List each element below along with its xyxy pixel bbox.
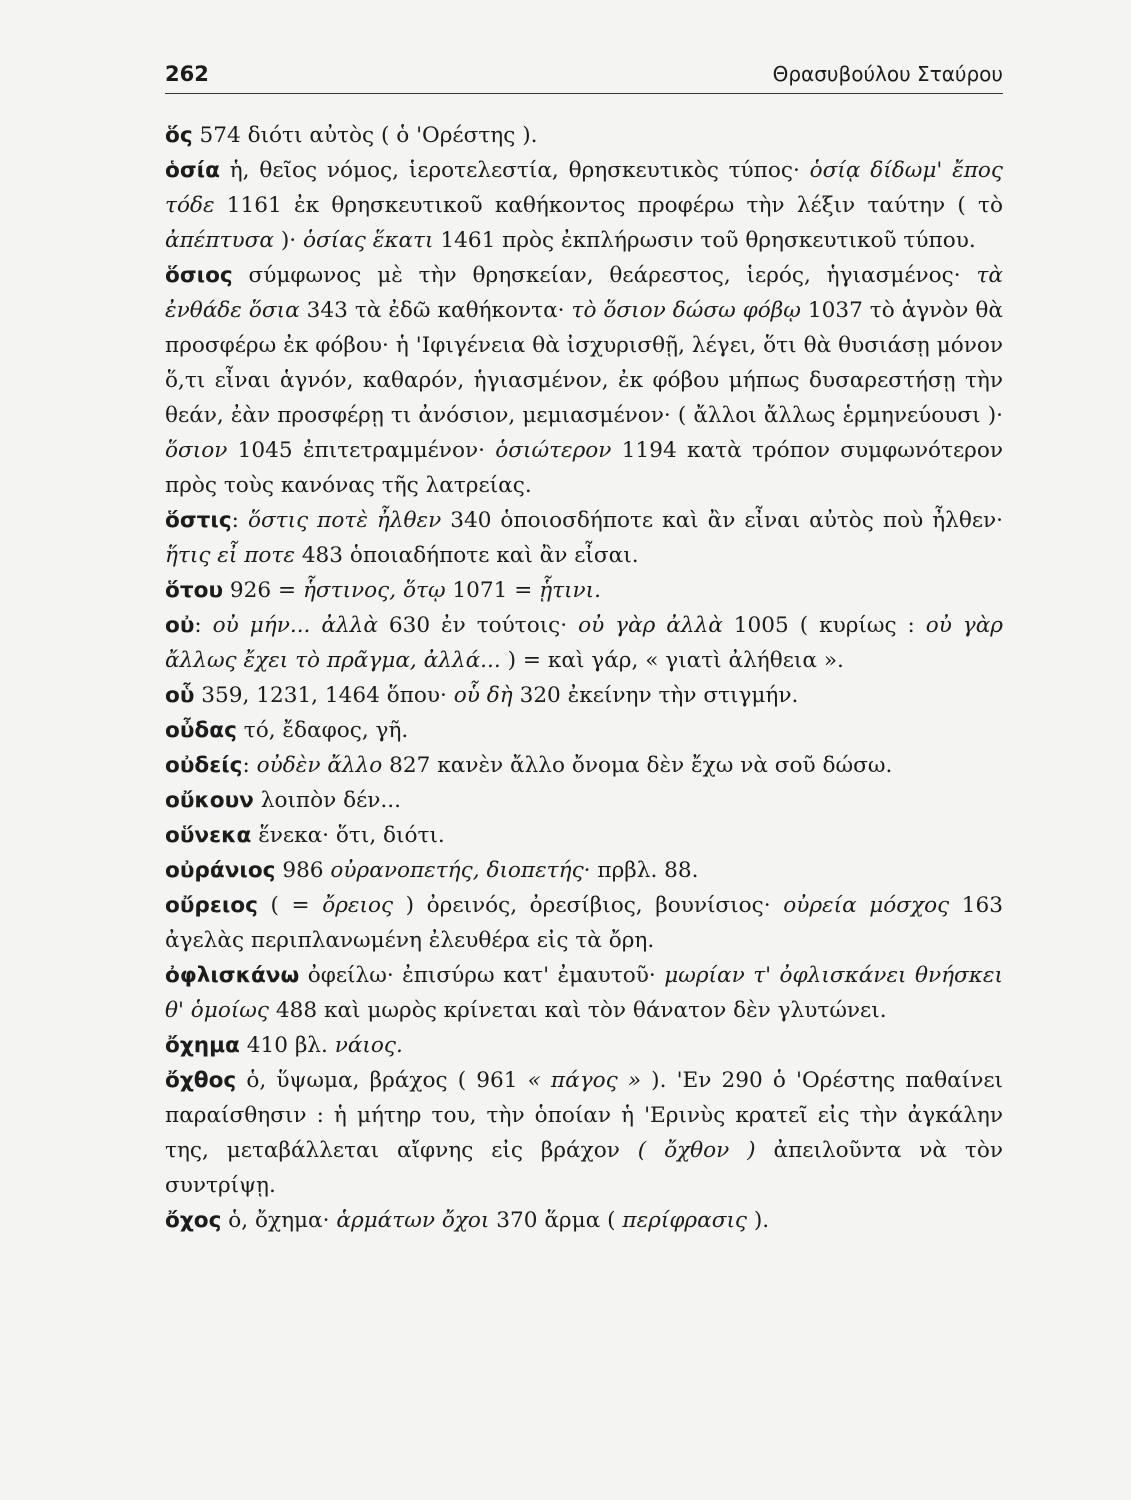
entry-quotation: ὅστις ποτὲ ἦλθεν <box>247 508 442 533</box>
entry-quotation: ἧστινος, ὅτῳ <box>302 578 446 603</box>
entry-text: ). 'Εν 290 ὁ 'Ορέστης παθαίνει παραίσθησιν : ἡ μήτηρ του, τὴν ὁποίαν ἡ 'Ερινὺς κρατεῖ εἰς τὴν ἀγκάλην της, μεταβάλλεται αἴφνης εἰς βράχον <box>165 1068 1003 1163</box>
entry-text: 410 βλ. <box>239 1033 335 1058</box>
glossary-entry <box>165 853 1003 888</box>
entry-quotation: ὁσίᾳ δίδωμ' ἔπος τόδε <box>165 158 1003 218</box>
glossary-entry <box>165 258 1003 503</box>
entry-quotation: ἁρμάτων ὄχοι <box>336 1208 490 1233</box>
entry-quotation: νάιος. <box>334 1033 403 1058</box>
entry-text: τό, ἔδαφος, γῆ. <box>236 718 409 743</box>
entry-text: 163 ἀγελὰς περιπλανωμένη ἐλευθέρα εἰς τὰ ὄρη. <box>165 893 1003 953</box>
entry-headword: ὀφλισκάνω <box>165 963 300 988</box>
entry-text: : <box>194 613 213 638</box>
entry-quotation: ( ὄχθον ) <box>637 1138 756 1163</box>
page-number: 262 <box>165 62 209 86</box>
entry-quotation: τὰ ἐνθάδε ὅσια <box>165 263 1003 323</box>
entry-text: 370 ἅρμα ( <box>489 1208 623 1233</box>
entry-quotation: μωρίαν τ' ὀφλισκάνει θνήσκει θ' ὁμοίως <box>165 963 1003 1023</box>
entry-headword: οὐράνιος <box>165 858 276 883</box>
entry-headword: ὅς <box>165 123 193 148</box>
entry-quotation: « πάγος » <box>527 1068 642 1093</box>
entry-text: 630 ἐν τούτοις· <box>377 613 579 638</box>
glossary-entry <box>165 608 1003 678</box>
entry-text: ὀφείλω· ἐπισύρω κατ' ἐμαυτοῦ· <box>299 963 665 988</box>
entry-headword: ὄχθος <box>165 1068 237 1093</box>
entry-text: λοιπὸν δέν... <box>253 788 401 813</box>
entry-text: 359, 1231, 1464 ὅπου· <box>194 683 454 708</box>
entry-text: πρβλ. 88. <box>590 858 699 883</box>
entry-text: 1071 = <box>445 578 540 603</box>
entry-text: ) = καὶ γάρ, « γιατὶ ἀλήθεια ». <box>500 648 844 673</box>
entry-quotation: ὁσίας ἕκατι <box>302 228 434 253</box>
entry-quotation: περίφρασις <box>622 1208 748 1233</box>
entry-headword: οὔρειος <box>165 893 258 918</box>
glossary-entry <box>165 888 1003 958</box>
glossary-entry <box>165 748 1003 783</box>
entry-quotation: ὄρειος <box>322 893 394 918</box>
glossary-entry <box>165 678 1003 713</box>
entry-text: ). <box>747 1208 770 1233</box>
entry-text: 827 κανὲν ἄλλο ὄνομα δὲν ἔχω νὰ σοῦ δώσω. <box>382 753 893 778</box>
glossary-entry <box>165 573 1003 608</box>
entry-quotation: οὐ μήν... ἀλλὰ <box>212 613 378 638</box>
glossary-entry <box>165 1063 1003 1203</box>
glossary-entry <box>165 153 1003 258</box>
entry-text: 1045 ἐπιτετραμμένον· <box>227 438 496 463</box>
entry-text: 488 καὶ μωρὸς κρίνεται καὶ τὸν θάνατον δὲν γλυτώνει. <box>269 998 887 1023</box>
entry-text: ἕνεκα· ὅτι, διότι. <box>251 823 445 848</box>
entry-text: : <box>231 508 248 533</box>
entry-quotation: ἀπέπτυσα <box>165 228 274 253</box>
entry-headword: ὅστις <box>165 508 232 533</box>
entry-text: σύμφωνος μὲ τὴν θρησκείαν, θεάρεστος, ἱερός, ἡγιασμένος· <box>232 263 977 288</box>
entry-text: 483 ὁποιαδήποτε καὶ ἂν εἶσαι. <box>294 543 639 568</box>
entry-headword: οὖδας <box>165 718 237 743</box>
entry-quotation: οὐρανοπετής, διοπετής· <box>330 858 591 883</box>
entry-quotation: τὸ ὅσιον δώσω φόβῳ <box>571 298 801 323</box>
entry-text: )· <box>273 228 303 253</box>
entry-text: ἡ, θεῖος νόμος, ἱεροτελεστία, θρησκευτικὸς τύπος· <box>219 158 810 183</box>
entry-headword: ὅτου <box>165 578 224 603</box>
entry-text: 1037 τὸ ἁγνὸν θὰ προσφέρω ἐκ φόβου· ἡ 'Ιφιγένεια θὰ ἰσχυρισθῇ, λέγει, ὅτι θὰ θυσιάσῃ μόνον ὅ,τι εἶναι ἁγνόν, καθαρόν, ἡγιασμένον, ἐκ φόβου μήπως δυσαρεστήσῃ τὴν θεάν, ἐὰν προσφέρῃ τι ἀνόσιον, μεμιασμένον· ( ἄλλοι ἄλλως ἑρμηνεύουσι )· <box>165 298 1003 428</box>
entry-headword: ὁσία <box>165 158 220 183</box>
entry-quotation: οὗ δὴ <box>453 683 513 708</box>
entry-quotation: οὐ γὰρ ἄλλως ἔχει τὸ πρᾶγμα, ἀλλά... <box>165 613 1003 673</box>
entry-quotation: οὐ γὰρ ἀλλὰ <box>578 613 723 638</box>
glossary-entry <box>165 713 1003 748</box>
entry-text: 1461 πρὸς ἐκπλήρωσιν τοῦ θρησκευτικοῦ τύπου. <box>433 228 976 253</box>
entry-quotation: ὁσιώτερον <box>495 438 612 463</box>
glossary-entry <box>165 958 1003 1028</box>
page-header <box>165 62 1003 94</box>
entry-headword: ὄχημα <box>165 1033 240 1058</box>
glossary-entry <box>165 783 1003 818</box>
entry-text: ) ὀρεινός, ὀρεσίβιος, βουνίσιος· <box>393 893 784 918</box>
entry-text: 1005 ( κυρίως : <box>722 613 926 638</box>
entry-headword: οὗ <box>165 683 195 708</box>
entry-headword: οὐδείς <box>165 753 243 778</box>
entry-quotation: οὐρεία μόσχος <box>783 893 950 918</box>
glossary-entry <box>165 503 1003 573</box>
entry-text: ( = <box>257 893 323 918</box>
entry-quotation: οὐδὲν ἄλλο <box>256 753 383 778</box>
glossary-entry <box>165 118 1003 153</box>
entry-headword: οὕνεκα <box>165 823 252 848</box>
entry-text: 1161 ἐκ θρησκευτικοῦ καθήκοντος προφέρω τὴν λέξιν ταύτην ( τὸ <box>214 193 1003 218</box>
glossary-entry <box>165 1203 1003 1238</box>
entry-text: 340 ὁποιοσδήποτε καὶ ἂν εἶναι αὐτὸς ποὺ ἦλθεν· <box>441 508 1004 533</box>
entry-text: 574 διότι αὐτὸς ( ὁ 'Ορέστης ). <box>192 123 538 148</box>
entry-text: 320 ἐκείνην τὴν στιγμήν. <box>512 683 799 708</box>
entry-text: ὁ, ὕψωμα, βράχος ( 961 <box>236 1068 528 1093</box>
entry-quotation: ἥτις εἶ ποτε <box>165 543 295 568</box>
entry-text: ἀπειλοῦντα νὰ τὸν συντρίψῃ. <box>165 1138 1003 1198</box>
entry-text: : <box>242 753 257 778</box>
entry-text: 926 = <box>223 578 303 603</box>
entry-quotation: ὅσιον <box>165 438 228 463</box>
glossary-entries <box>165 118 1003 1238</box>
entry-headword: ὅσιος <box>165 263 233 288</box>
entry-text: ὁ, ὄχημα· <box>221 1208 337 1233</box>
glossary-entry <box>165 818 1003 853</box>
entry-text: 1194 κατὰ τρόπον συμφωνότερον πρὸς τοὺς κανόνας τῆς λατρείας. <box>165 438 1003 498</box>
entry-headword: ὄχος <box>165 1208 222 1233</box>
entry-headword: οὔκουν <box>165 788 254 813</box>
running-title: Θρασυβούλου Σταύρου <box>772 62 1003 86</box>
glossary-entry <box>165 1028 1003 1063</box>
entry-text: 986 <box>275 858 331 883</box>
entry-text: 343 τὰ ἐδῶ καθήκοντα· <box>299 298 572 323</box>
entry-quotation: ᾗτινι. <box>539 578 602 603</box>
entry-headword: οὐ <box>165 613 195 638</box>
